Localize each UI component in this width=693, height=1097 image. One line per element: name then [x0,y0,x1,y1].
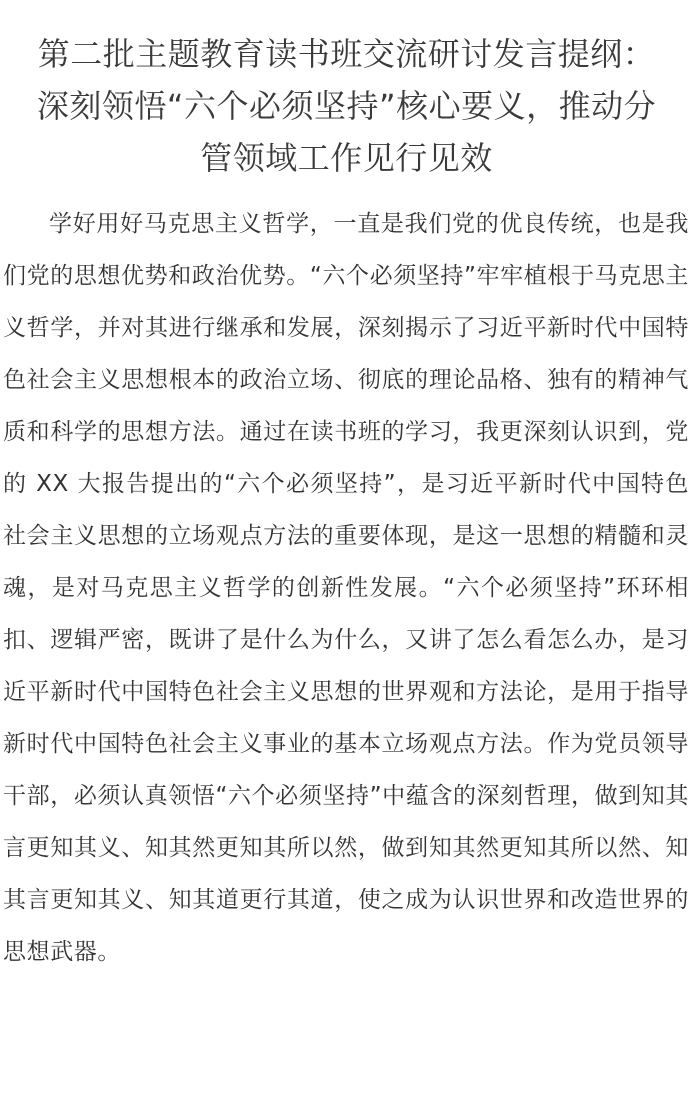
title-line: 管领域工作见行见效 [200,139,493,177]
body-paragraph: 学好用好马克思主义哲学，一直是我们党的优良传统，也是我们党的思想优势和政治优势。“六个必须坚持”牢牢植根于马克思主义哲学，并对其进行继承和发展，深刻揭示了习近平新时代中国特色社会主义思想根本的政治立场、彻底的理论品格、独有的精神气质和科学的思想方法。通过在读书班的学习，我更深刻认识到，党的 XX 大报告提出的“六个必须坚持”，是习近平新时代中国特色社会主义思想的立场观点方法的重要体现，是这一思想的精髓和灵魂，是对马克思主义哲学的创新性发展。“六个必须坚持”环环相扣、逻辑严密，既讲了是什么为什么，又讲了怎么看怎么办，是习近平新时代中国特色社会主义思想的世界观和方法论，是用于指导新时代中国特色社会主义事业的基本立场观点方法。作为党员领导干部，必须认真领悟“六个必须坚持”中蕴含的深刻哲理，做到知其言更知其义、知其然更知其所以然，做到知其然更知其所以然、知其言更知其义、知其道更行其道，使之成为认识世界和改造世界的思想武器。 [3,211,689,965]
title-line: 第二批主题教育读书班交流研讨发言提纲： [37,35,656,73]
page-title [0,0,693,184]
title-line: 深刻领悟“六个必须坚持”核心要义，推动分 [36,87,657,125]
